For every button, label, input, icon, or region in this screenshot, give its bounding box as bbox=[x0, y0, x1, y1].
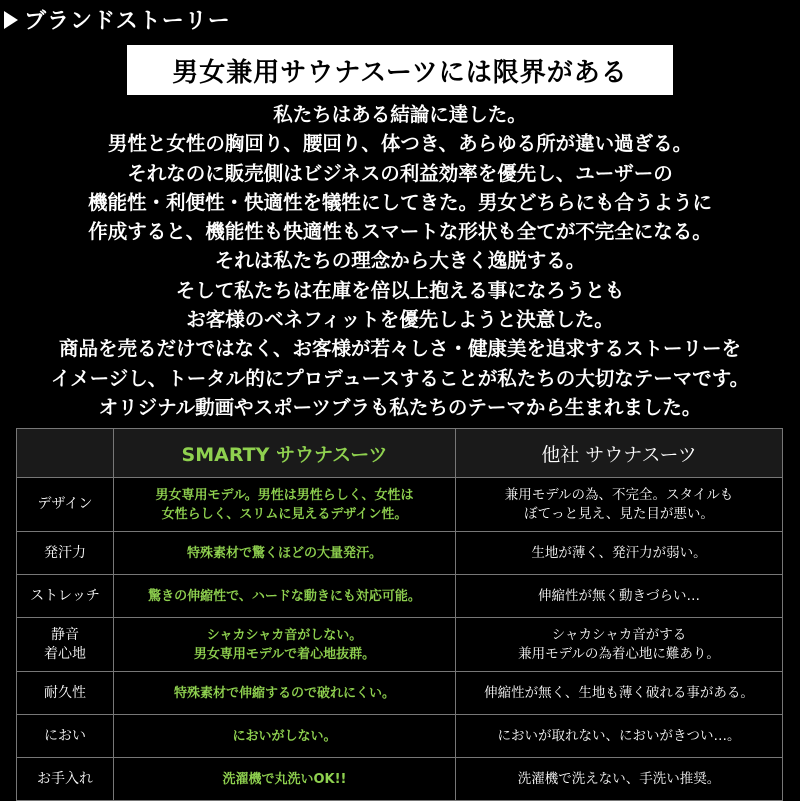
other-brand-cell bbox=[456, 532, 783, 575]
headline-text: 男女兼用サウナスーツには限界がある bbox=[172, 57, 628, 88]
smarty-cell-line: 女性らしく、スリムに見えるデザイン性。 bbox=[161, 506, 408, 522]
table-row bbox=[17, 618, 783, 672]
row-label-cell bbox=[17, 575, 114, 618]
smarty-cell bbox=[114, 672, 456, 715]
row-label: 発汗力 bbox=[44, 544, 86, 561]
other-brand-cell bbox=[456, 575, 783, 618]
row-label: 耐久性 bbox=[44, 684, 86, 701]
other-brand-cell bbox=[456, 758, 783, 801]
smarty-cell bbox=[114, 478, 456, 532]
story-line: 男性と女性の胸回り、腰回り、体つき、あらゆる所が違い過ぎる。 bbox=[107, 132, 693, 156]
smarty-cell bbox=[114, 618, 456, 672]
other-cell-line: ぼてっと見え、見た目が悪い。 bbox=[524, 505, 714, 522]
smarty-cell bbox=[114, 575, 456, 618]
other-cell-line: 生地が薄く、発汗力が弱い。 bbox=[531, 544, 707, 561]
row-label-cell bbox=[17, 758, 114, 801]
table-row bbox=[17, 575, 783, 618]
header-other-brand: 他社 サウナスーツ bbox=[456, 429, 783, 478]
table-row bbox=[17, 532, 783, 575]
row-label-cell bbox=[17, 618, 114, 672]
table-row bbox=[17, 758, 783, 801]
section-header bbox=[4, 4, 231, 35]
table-row bbox=[17, 478, 783, 532]
other-cell-line: 伸縮性が無く動きづらい… bbox=[538, 587, 700, 604]
smarty-cell-line: 男女専用モデル。男性は男性らしく、女性は bbox=[155, 487, 414, 503]
table-row bbox=[17, 715, 783, 758]
row-label-cell bbox=[17, 532, 114, 575]
other-cell-line: 兼用モデルの為着心地に難あり。 bbox=[518, 645, 720, 662]
header-corner-cell bbox=[17, 429, 114, 478]
smarty-cell-line: 特殊素材で驚くほどの大量発汗。 bbox=[186, 545, 382, 561]
story-line: オリジナル動画やスポーツブラも私たちのテーマから生まれました。 bbox=[98, 395, 702, 419]
smarty-cell-line: においがしない。 bbox=[232, 728, 337, 744]
row-label-cell bbox=[17, 672, 114, 715]
smarty-cell bbox=[114, 758, 456, 801]
row-label: 静音 bbox=[51, 626, 79, 643]
story-line: それなのに販売側はビジネスの利益効率を優先し、ユーザーの bbox=[127, 161, 673, 185]
story-line: 商品を売るだけではなく、お客様が若々しさ・健康美を追求するストーリーを bbox=[58, 337, 742, 361]
story-line: 機能性・利便性・快適性を犠牲にしてきた。男女どちらにも合うように bbox=[87, 190, 712, 214]
other-brand-cell bbox=[456, 672, 783, 715]
smarty-cell bbox=[114, 532, 456, 575]
row-label: 着心地 bbox=[44, 645, 86, 662]
smarty-cell-line: 男女専用モデルで着心地抜群。 bbox=[193, 646, 376, 662]
comparison-table bbox=[16, 428, 783, 801]
row-label: お手入れ bbox=[37, 770, 93, 787]
other-cell-line: 兼用モデルの為、不完全。スタイルも bbox=[504, 486, 734, 503]
smarty-cell-line: 洗濯機で丸洗いOK!! bbox=[222, 771, 347, 787]
other-brand-cell bbox=[456, 715, 783, 758]
smarty-cell-line: 驚きの伸縮性で、ハードな動きにも対応可能。 bbox=[148, 588, 421, 604]
other-brand-cell bbox=[456, 618, 783, 672]
story-line: それは私たちの理念から大きく逸脱する。 bbox=[214, 249, 586, 273]
story-line: 私たちはある結論に達した。 bbox=[273, 103, 527, 126]
other-cell-line: 伸縮性が無く、生地も薄く破れる事がある。 bbox=[484, 684, 754, 701]
header-smarty: SMARTY サウナスーツ bbox=[114, 429, 456, 478]
smarty-cell-line: シャカシャカ音がしない。 bbox=[206, 627, 363, 643]
row-label: におい bbox=[44, 727, 86, 744]
smarty-cell-line: 特殊素材で伸縮するので破れにくい。 bbox=[173, 685, 395, 701]
brand-story-text bbox=[0, 100, 800, 422]
section-title: ブランドストーリー bbox=[24, 9, 231, 34]
story-line: そして私たちは在庫を倍以上抱える事になろうとも bbox=[175, 278, 625, 302]
other-cell-line: 洗濯機で洗えない、手洗い推奨。 bbox=[517, 770, 721, 787]
row-label: ストレッチ bbox=[30, 587, 100, 604]
row-label: デザイン bbox=[37, 496, 93, 512]
story-line: イメージし、トータル的にプロデュースすることが私たちの大切なテーマです。 bbox=[50, 366, 750, 390]
play-triangle-icon bbox=[4, 11, 18, 29]
other-cell-line: においが取れない、においがきつい…。 bbox=[497, 727, 741, 744]
table-row bbox=[17, 672, 783, 715]
story-line: お客様のベネフィットを優先しようと決意した。 bbox=[186, 308, 614, 332]
headline-banner bbox=[127, 45, 673, 95]
other-cell-line: シャカシャカ音がする bbox=[551, 626, 687, 643]
table-header-row bbox=[17, 429, 783, 478]
row-label-cell bbox=[17, 715, 114, 758]
row-label-cell bbox=[17, 478, 114, 532]
story-line: 作成すると、機能性も快適性もスマートな形状も全てが不完全になる。 bbox=[88, 220, 712, 244]
other-brand-cell bbox=[456, 478, 783, 532]
smarty-cell bbox=[114, 715, 456, 758]
